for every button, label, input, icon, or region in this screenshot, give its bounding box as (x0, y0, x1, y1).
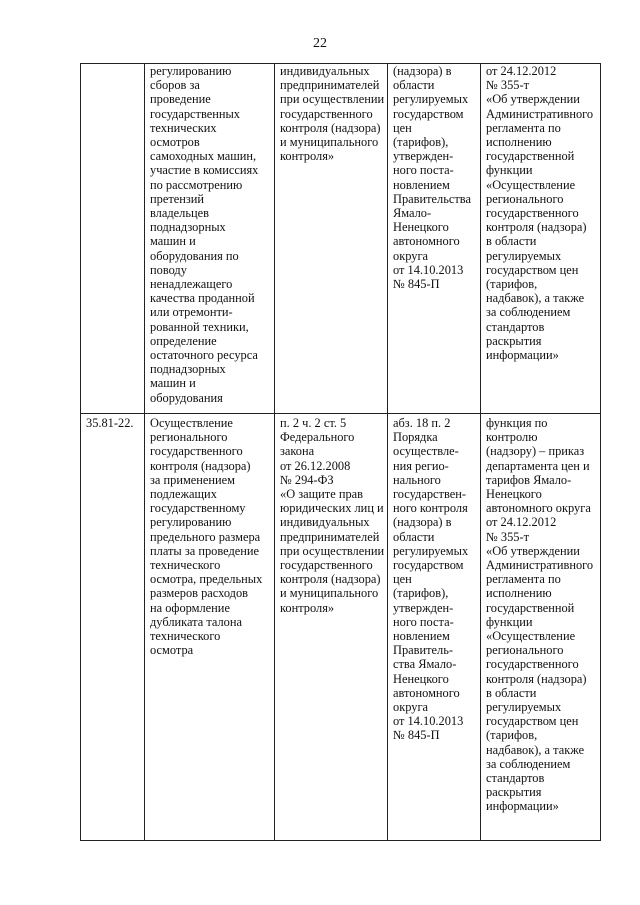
cell-text-line: ного поста- (393, 614, 454, 629)
cell-text-line: Административного (486, 558, 594, 573)
legal-basis-cell (275, 414, 388, 841)
cell-text-line: от 26.12.2008 (280, 458, 351, 473)
cell-text-line: регулируемых (393, 543, 469, 558)
cell-text-line: «Осуществление (486, 177, 576, 192)
cell-text-line: округа (393, 248, 429, 263)
cell-text-line: юридических лиц и (280, 501, 384, 516)
cell-text-line: контролю (486, 430, 538, 445)
cell-text-line: ния регио- (393, 458, 449, 473)
cell-text-line: (тарифов), (393, 586, 449, 601)
cell-text-line: качества проданной (150, 291, 255, 306)
cell-text-line: осмотра, предельных (150, 572, 263, 587)
cell-text-line: автономного (393, 685, 460, 700)
cell-text-line: «Осуществление (486, 629, 576, 644)
cell-text-line: в области (486, 685, 537, 700)
regional-act-cell (388, 414, 481, 841)
cell-text-line: Ненецкого (393, 220, 449, 235)
cell-text-line: поднадзорных (150, 362, 226, 377)
cell-text-line: машин и (150, 234, 196, 249)
cell-text-line: стандартов (486, 771, 545, 786)
cell-text-line: за соблюдением (486, 756, 571, 771)
cell-text-line: индивидуальных (280, 64, 370, 78)
cell-text-line: и муниципального (280, 586, 379, 601)
cell-text-line: (тарифов, (486, 728, 538, 743)
cell-text-line: области (393, 529, 435, 544)
cell-text-line: рованной техники, (150, 319, 249, 334)
regional-act-cell (388, 64, 481, 414)
cell-text-line: контроля (надзора) (280, 572, 381, 587)
cell-text-line: оборудования (150, 390, 223, 405)
cell-text-line: функции (486, 614, 533, 629)
cell-text-line: Федерального (280, 430, 355, 445)
cell-text-line: подлежащих (150, 487, 217, 502)
cell-text-line: регулированию (150, 64, 232, 78)
cell-text-line: контроля (надзора) (486, 220, 587, 235)
cell-text-line: автономного (393, 234, 460, 249)
cell-text-line: самоходных машин, (150, 149, 257, 164)
cell-text-line: надбавок), а также (486, 291, 585, 306)
cell-text-line: государственных (150, 106, 241, 121)
cell-text-line: определение (150, 333, 217, 348)
cell-text-line: государственного (280, 106, 373, 121)
cell-text-line: ного контроля (393, 501, 468, 516)
cell-text-line: за соблюдением (486, 305, 571, 320)
cell-text-line: регулированию (150, 515, 232, 530)
regulation-table (80, 63, 601, 841)
cell-text-line: или отремонти- (150, 305, 233, 320)
cell-text-line: государственного (486, 657, 579, 672)
cell-text-line: государством цен (486, 714, 579, 729)
cell-text-line: осуществле- (393, 444, 459, 459)
cell-text-line: цен (393, 120, 412, 135)
cell-text-line: государственной (486, 149, 575, 164)
cell-text-line: технического (150, 629, 221, 644)
cell-text-line: округа (393, 700, 429, 715)
cell-text-line: государством (393, 106, 464, 121)
cell-text-line: за применением (150, 472, 236, 487)
cell-text-line: (надзору) – приказ (486, 444, 585, 459)
cell-text-line: исполнению (486, 135, 552, 150)
cell-text-line: Ямало- (393, 206, 432, 221)
cell-text-line: абз. 18 п. 2 (393, 416, 451, 430)
page-number: 22 (313, 36, 327, 51)
cell-text-line: № 294-ФЗ (280, 472, 334, 487)
cell-text-line: осмотров (150, 135, 200, 150)
cell-text-line: Осуществление (150, 416, 233, 430)
cell-text-line: «Об утверждении (486, 92, 580, 107)
cell-text-line: оборудования по (150, 248, 239, 263)
cell-text-line: предпринимателей (280, 529, 380, 544)
cell-text-line: контроля (надзора) (486, 671, 587, 686)
cell-text-line: государственной (486, 600, 575, 615)
cell-text-line: новлением (393, 629, 450, 644)
function-name-cell (145, 414, 275, 841)
cell-text-line: № 845-П (393, 277, 440, 292)
cell-text-line: регулируемых (393, 92, 469, 107)
cell-text-line: Ненецкого (486, 487, 542, 502)
cell-text-line: закона (280, 444, 315, 459)
cell-text-line: № 355-т (486, 529, 530, 544)
cell-text-line: области (393, 78, 435, 93)
cell-text-line: п. 2 ч. 2 ст. 5 (280, 416, 347, 430)
cell-text-line: государствен- (393, 487, 466, 502)
cell-text-line: надбавок), а также (486, 742, 585, 757)
cell-text-line: остаточного ресурса (150, 348, 258, 363)
cell-text-line: платы за проведение (150, 543, 260, 558)
cell-text-line: сборов за (150, 78, 200, 93)
cell-text-line: при осуществлении (280, 543, 385, 558)
cell-text-line: № 845-П (393, 728, 440, 743)
cell-text-line: технического (150, 558, 221, 573)
cell-text-line: Правитель- (393, 643, 453, 658)
cell-text-line: регионального (150, 430, 228, 445)
cell-text-line: контроля (надзора) (280, 120, 381, 135)
cell-text-line: исполнению (486, 586, 552, 601)
cell-text-line: от 14.10.2013 (393, 714, 464, 729)
cell-text-line: новлением (393, 177, 450, 192)
cell-text-line: нального (393, 472, 441, 487)
cell-text-line: Ненецкого (393, 671, 449, 686)
cell-text-line: проведение (150, 92, 211, 107)
cell-text-line: тарифов Ямало- (486, 472, 572, 487)
cell-text-line: информации» (486, 799, 559, 814)
cell-text-line: государственного (280, 558, 373, 573)
cell-text-line: ненадлежащего (150, 277, 233, 292)
cell-text-line: при осуществлении (280, 92, 385, 107)
cell-text-line: контроля» (280, 600, 335, 615)
cell-text-line: дубликата талона (150, 614, 243, 629)
cell-text-line: от 24.12.2012 (486, 64, 557, 78)
cell-text-line: автономного округа (486, 501, 591, 516)
cell-text-line: Порядка (393, 430, 438, 445)
cell-text-line: цен (393, 572, 412, 587)
cell-text-line: и муниципального (280, 135, 379, 150)
cell-text-line: на оформление (150, 600, 230, 615)
cell-text-line: от 14.10.2013 (393, 262, 464, 277)
cell-text-line: индивидуальных (280, 515, 370, 530)
cell-text-line: функция по (486, 416, 548, 430)
cell-text-line: государством (393, 558, 464, 573)
function-name-cell (145, 64, 275, 414)
cell-text-line: регламента по (486, 120, 561, 135)
cell-text-line: ства Ямало- (393, 657, 457, 672)
legal-basis-cell (275, 64, 388, 414)
cell-text-line: от 24.12.2012 (486, 515, 557, 530)
cell-text-line: функции (486, 163, 533, 178)
cell-text-line: (надзора) в (393, 64, 452, 78)
cell-text-line: размеров расходов (150, 586, 249, 601)
cell-text-line: департамента цен и (486, 458, 590, 473)
cell-text-line: «О защите прав (280, 487, 363, 502)
cell-text-line: предпринимателей (280, 78, 380, 93)
cell-text-line: регулируемых (486, 700, 562, 715)
table-row (81, 64, 601, 414)
cell-text-line: информации» (486, 348, 559, 363)
cell-text-line: поводу (150, 262, 187, 277)
cell-text-line: раскрытия (486, 333, 542, 348)
cell-text-line: владельцев (150, 206, 209, 221)
cell-text-line: поднадзорных (150, 220, 226, 235)
cell-text-line: машин и (150, 376, 196, 391)
regulation-order-cell (481, 414, 601, 841)
cell-text-line: утвержден- (393, 149, 454, 164)
cell-text-line: регионального (486, 191, 564, 206)
cell-text-line: государственному (150, 501, 246, 516)
regulation-order-cell (481, 64, 601, 414)
cell-text-line: контроля» (280, 149, 335, 164)
cell-text-line: (тарифов), (393, 135, 449, 150)
cell-text-line: государственного (150, 444, 243, 459)
cell-text-line: Административного (486, 106, 594, 121)
cell-text-line: участие в комиссиях (150, 163, 259, 178)
cell-text-line: «Об утверждении (486, 543, 580, 558)
cell-text-line: претензий (150, 191, 205, 206)
cell-text-line: в области (486, 234, 537, 249)
cell-text-line: регулируемых (486, 248, 562, 263)
cell-text-line: раскрытия (486, 785, 542, 800)
table-row (81, 414, 601, 841)
cell-text-line: технических (150, 120, 217, 135)
cell-text-line: № 355-т (486, 78, 530, 93)
row-number-cell (81, 64, 145, 414)
cell-text-line: предельного размера (150, 529, 261, 544)
cell-text-line: (тарифов, (486, 277, 538, 292)
cell-text-line: стандартов (486, 319, 545, 334)
cell-text-line: государственного (486, 206, 579, 221)
cell-text-line: (надзора) в (393, 515, 452, 530)
cell-text-line: контроля (надзора) (150, 458, 251, 473)
cell-text-line: по рассмотрению (150, 177, 243, 192)
cell-text-line: регламента по (486, 572, 561, 587)
row-number-cell: 35.81-22. (81, 414, 145, 841)
cell-text-line: ного поста- (393, 163, 454, 178)
cell-text-line: утвержден- (393, 600, 454, 615)
cell-text-line: осмотра (150, 643, 194, 658)
cell-text-line: Правительства (393, 191, 471, 206)
cell-text-line: государством цен (486, 262, 579, 277)
cell-text-line: регионального (486, 643, 564, 658)
